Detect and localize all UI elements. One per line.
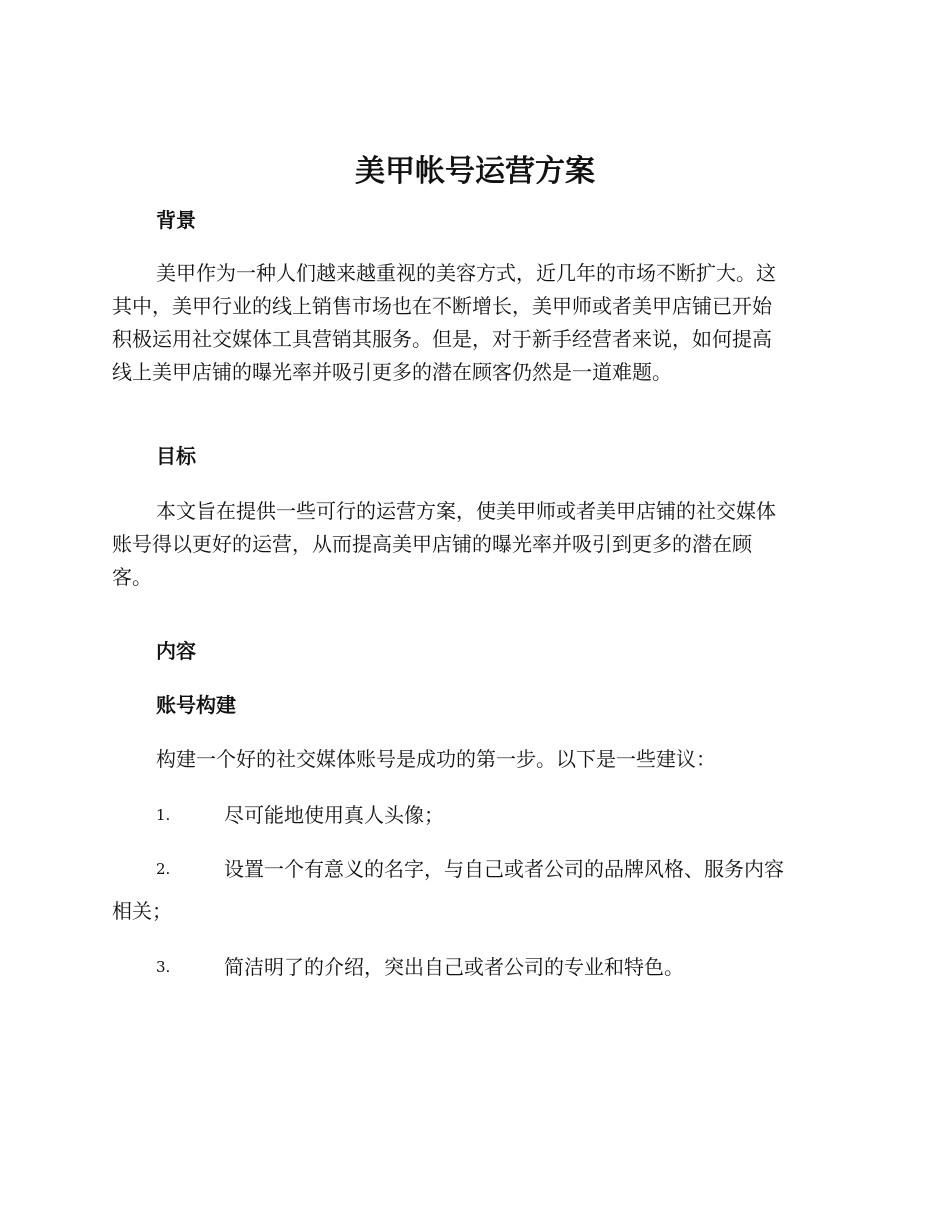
paragraph-line: 本文旨在提供一些可行的运营方案，使美甲师或者美甲店铺的社交媒体 <box>156 499 776 523</box>
paragraph-background <box>112 257 832 389</box>
heading-account-building: 账号构建 <box>156 693 236 717</box>
paragraph-line: 构建一个好的社交媒体账号是成功的第一步。以下是一些建议： <box>156 747 716 771</box>
list-item-number: 3. <box>156 958 171 976</box>
list-item-continuation: 相关； <box>112 899 172 923</box>
list-item-number: 2. <box>156 860 171 878</box>
heading-background: 背景 <box>156 208 196 232</box>
heading-content: 内容 <box>156 639 196 663</box>
list-item-text: 尽可能地使用真人头像； <box>224 803 444 827</box>
paragraph-line: 账号得以更好的运营，从而提高美甲店铺的曝光率并吸引到更多的潜在顾 <box>112 532 752 556</box>
paragraph-line: 线上美甲店铺的曝光率并吸引更多的潜在顾客仍然是一道难题。 <box>112 360 672 384</box>
paragraph-line: 客。 <box>112 565 152 589</box>
heading-goal: 目标 <box>156 444 196 468</box>
list-item-number: 1. <box>156 806 171 824</box>
paragraph-line: 其中，美甲行业的线上销售市场也在不断增长，美甲师或者美甲店铺已开始 <box>112 294 772 318</box>
paragraph-line: 美甲作为一种人们越来越重视的美容方式，近几年的市场不断扩大。这 <box>156 261 776 285</box>
list-item-text: 设置一个有意义的名字，与自己或者公司的品牌风格、服务内容 <box>224 857 784 881</box>
list-item-text: 简洁明了的介绍，突出自己或者公司的专业和特色。 <box>224 955 684 979</box>
paragraph-goal <box>112 495 832 594</box>
paragraph-line: 积极运用社交媒体工具营销其服务。但是，对于新手经营者来说，如何提高 <box>112 327 772 351</box>
document-title: 美甲帐号运营方案 <box>355 154 595 189</box>
paragraph-account-intro <box>112 743 832 776</box>
